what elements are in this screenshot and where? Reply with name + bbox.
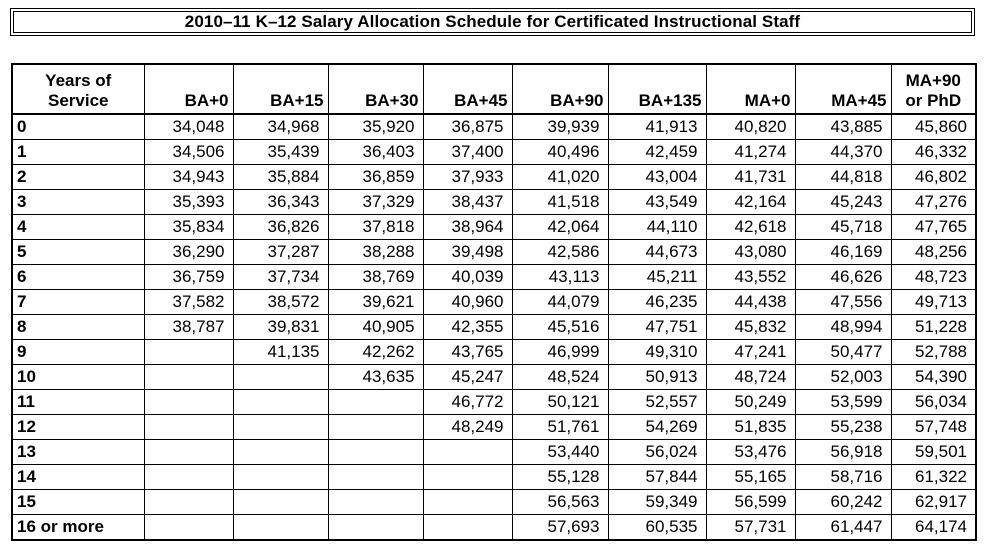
salary-cell: 49,310 [608,340,706,365]
years-of-service-cell: 8 [12,315,144,340]
salary-cell [328,465,423,490]
salary-cell: 38,964 [423,215,512,240]
table-row [12,515,976,541]
years-of-service-cell: 6 [12,265,144,290]
salary-cell [144,515,233,541]
years-of-service-cell: 4 [12,215,144,240]
salary-cell: 50,249 [706,390,795,415]
salary-cell: 36,403 [328,140,423,165]
salary-cell: 46,169 [795,240,891,265]
header-line: or PhD [905,91,962,110]
salary-cell: 46,626 [795,265,891,290]
salary-cell: 38,288 [328,240,423,265]
salary-cell: 56,563 [512,490,608,515]
salary-cell: 46,772 [423,390,512,415]
salary-cell: 51,761 [512,415,608,440]
salary-cell: 37,734 [233,265,328,290]
years-of-service-cell: 2 [12,165,144,190]
salary-cell: 36,875 [423,114,512,140]
salary-cell: 45,860 [891,114,976,140]
salary-cell: 46,332 [891,140,976,165]
salary-cell: 62,917 [891,490,976,515]
salary-cell: 40,496 [512,140,608,165]
table-row [12,415,976,440]
salary-cell [233,415,328,440]
salary-schedule-table [11,63,977,541]
column-header-ba15: BA+15 [233,64,328,114]
salary-cell: 38,769 [328,265,423,290]
column-header-ma45: MA+45 [795,64,891,114]
salary-cell: 61,447 [795,515,891,541]
salary-cell [423,515,512,541]
salary-cell: 43,549 [608,190,706,215]
salary-cell: 44,370 [795,140,891,165]
salary-cell: 50,913 [608,365,706,390]
salary-cell: 42,355 [423,315,512,340]
salary-cell: 47,241 [706,340,795,365]
salary-cell: 56,024 [608,440,706,465]
table-row [12,340,976,365]
salary-cell: 47,276 [891,190,976,215]
years-of-service-cell: 10 [12,365,144,390]
salary-cell: 56,599 [706,490,795,515]
table-header [12,64,976,114]
salary-cell [423,490,512,515]
column-header-ma0: MA+0 [706,64,795,114]
salary-cell: 50,121 [512,390,608,415]
salary-cell: 42,262 [328,340,423,365]
salary-cell: 43,552 [706,265,795,290]
salary-cell [233,490,328,515]
salary-cell: 52,003 [795,365,891,390]
salary-cell [144,465,233,490]
table-row [12,290,976,315]
salary-cell: 38,572 [233,290,328,315]
column-header-ba30: BA+30 [328,64,423,114]
salary-cell [233,440,328,465]
salary-cell: 44,079 [512,290,608,315]
table-row [12,140,976,165]
table-row [12,490,976,515]
table-row [12,190,976,215]
salary-cell: 36,759 [144,265,233,290]
salary-cell: 46,235 [608,290,706,315]
salary-cell: 41,274 [706,140,795,165]
salary-cell: 40,960 [423,290,512,315]
salary-cell: 57,844 [608,465,706,490]
salary-cell: 57,731 [706,515,795,541]
salary-cell [233,515,328,541]
salary-cell: 55,165 [706,465,795,490]
salary-cell: 60,242 [795,490,891,515]
table-row [12,215,976,240]
salary-cell: 48,249 [423,415,512,440]
salary-cell: 48,723 [891,265,976,290]
salary-cell: 41,518 [512,190,608,215]
salary-cell: 52,557 [608,390,706,415]
salary-cell: 44,818 [795,165,891,190]
salary-cell [233,390,328,415]
salary-cell: 40,820 [706,114,795,140]
table-row [12,465,976,490]
salary-cell: 37,818 [328,215,423,240]
salary-cell [233,465,328,490]
salary-cell: 59,349 [608,490,706,515]
salary-cell: 40,905 [328,315,423,340]
salary-cell: 47,556 [795,290,891,315]
salary-cell: 47,765 [891,215,976,240]
salary-cell: 35,834 [144,215,233,240]
salary-cell: 34,943 [144,165,233,190]
years-of-service-cell: 0 [12,114,144,140]
years-of-service-cell: 11 [12,390,144,415]
header-row [12,64,976,114]
salary-cell [328,390,423,415]
column-header-ba135: BA+135 [608,64,706,114]
years-of-service-cell: 12 [12,415,144,440]
salary-cell [328,515,423,541]
salary-cell: 50,477 [795,340,891,365]
salary-cell: 49,713 [891,290,976,315]
column-header-years-of-service [12,64,144,114]
salary-cell: 56,034 [891,390,976,415]
salary-cell: 45,247 [423,365,512,390]
table-row [12,114,976,140]
salary-cell: 45,832 [706,315,795,340]
salary-cell: 45,243 [795,190,891,215]
salary-cell: 44,438 [706,290,795,315]
column-header-ba45: BA+45 [423,64,512,114]
header-line: Service [48,91,109,110]
salary-cell: 46,802 [891,165,976,190]
column-header-ba0: BA+0 [144,64,233,114]
years-of-service-cell: 15 [12,490,144,515]
salary-cell: 41,731 [706,165,795,190]
years-of-service-cell: 16 or more [12,515,144,541]
salary-cell: 47,751 [608,315,706,340]
table-row [12,240,976,265]
salary-cell [144,390,233,415]
table-row [12,265,976,290]
salary-cell: 45,516 [512,315,608,340]
column-header-ba90: BA+90 [512,64,608,114]
salary-cell: 36,826 [233,215,328,240]
salary-cell: 44,673 [608,240,706,265]
salary-cell [144,490,233,515]
schedule-title: 2010–11 K–12 Salary Allocation Schedule for Certificated Instructional Staff [184,12,801,31]
table-row [12,315,976,340]
salary-cell: 43,080 [706,240,795,265]
salary-cell: 43,635 [328,365,423,390]
salary-cell [144,415,233,440]
salary-cell [233,365,328,390]
salary-cell: 58,716 [795,465,891,490]
salary-cell: 37,287 [233,240,328,265]
header-line: Years of [45,71,112,90]
salary-cell: 43,113 [512,265,608,290]
salary-cell: 42,064 [512,215,608,240]
salary-cell: 40,039 [423,265,512,290]
salary-cell: 48,724 [706,365,795,390]
salary-cell: 41,135 [233,340,328,365]
table-row [12,365,976,390]
salary-cell: 56,918 [795,440,891,465]
salary-cell: 51,228 [891,315,976,340]
salary-cell: 43,765 [423,340,512,365]
salary-cell: 37,933 [423,165,512,190]
salary-cell [144,365,233,390]
salary-cell: 42,586 [512,240,608,265]
salary-cell: 48,256 [891,240,976,265]
salary-cell: 44,110 [608,215,706,240]
salary-cell: 38,437 [423,190,512,215]
salary-cell: 39,831 [233,315,328,340]
salary-cell: 36,859 [328,165,423,190]
salary-cell: 55,238 [795,415,891,440]
years-of-service-cell: 14 [12,465,144,490]
salary-cell: 43,004 [608,165,706,190]
salary-cell: 54,390 [891,365,976,390]
table-body [12,114,976,540]
years-of-service-cell: 3 [12,190,144,215]
salary-cell: 37,400 [423,140,512,165]
salary-cell: 39,621 [328,290,423,315]
salary-cell: 34,506 [144,140,233,165]
column-header-ma90-phd [891,64,976,114]
salary-cell [144,340,233,365]
salary-cell: 53,476 [706,440,795,465]
salary-cell: 35,920 [328,114,423,140]
salary-cell: 41,020 [512,165,608,190]
salary-cell [144,440,233,465]
salary-cell: 54,269 [608,415,706,440]
salary-cell: 43,885 [795,114,891,140]
salary-cell: 51,835 [706,415,795,440]
salary-cell: 34,968 [233,114,328,140]
salary-cell: 42,164 [706,190,795,215]
salary-cell: 35,884 [233,165,328,190]
salary-cell: 38,787 [144,315,233,340]
salary-cell: 53,599 [795,390,891,415]
years-of-service-cell: 9 [12,340,144,365]
years-of-service-cell: 1 [12,140,144,165]
salary-cell: 42,459 [608,140,706,165]
years-of-service-cell: 7 [12,290,144,315]
salary-cell: 35,439 [233,140,328,165]
salary-cell: 55,128 [512,465,608,490]
table-row [12,440,976,465]
salary-cell: 41,913 [608,114,706,140]
table-row [12,390,976,415]
salary-cell: 57,748 [891,415,976,440]
salary-cell: 64,174 [891,515,976,541]
salary-cell: 35,393 [144,190,233,215]
salary-cell: 36,290 [144,240,233,265]
salary-cell: 53,440 [512,440,608,465]
salary-cell [328,490,423,515]
salary-cell: 42,618 [706,215,795,240]
salary-cell: 59,501 [891,440,976,465]
salary-cell: 39,939 [512,114,608,140]
table-row [12,165,976,190]
salary-cell: 57,693 [512,515,608,541]
salary-cell: 45,718 [795,215,891,240]
salary-cell: 46,999 [512,340,608,365]
salary-cell: 39,498 [423,240,512,265]
salary-cell [328,440,423,465]
years-of-service-cell: 13 [12,440,144,465]
salary-cell [423,440,512,465]
salary-cell: 61,322 [891,465,976,490]
salary-cell: 48,524 [512,365,608,390]
salary-cell [423,465,512,490]
salary-cell: 34,048 [144,114,233,140]
schedule-title-box [10,8,975,36]
salary-cell: 60,535 [608,515,706,541]
salary-cell: 48,994 [795,315,891,340]
years-of-service-cell: 5 [12,240,144,265]
salary-cell: 52,788 [891,340,976,365]
salary-cell: 45,211 [608,265,706,290]
salary-cell: 36,343 [233,190,328,215]
header-line: MA+90 [905,71,961,90]
salary-cell: 37,582 [144,290,233,315]
salary-cell: 37,329 [328,190,423,215]
salary-cell [328,415,423,440]
